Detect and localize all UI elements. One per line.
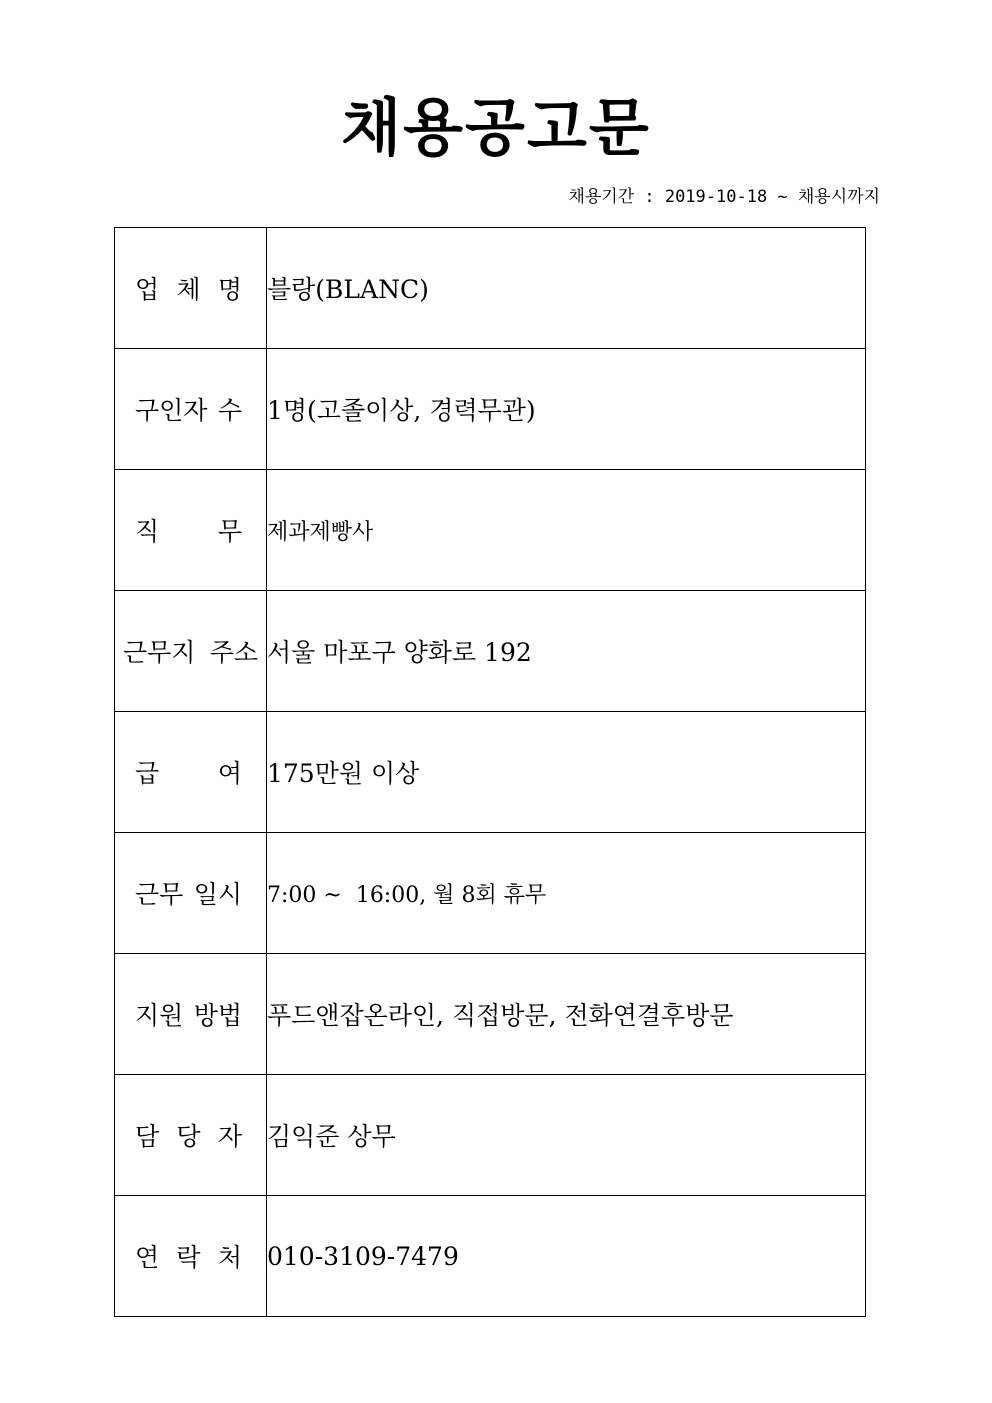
label-part: 방법 [193, 1001, 242, 1030]
label-part: 무 [217, 517, 242, 546]
recruitment-period: 채용기간 : 2019-10-18 ~ 채용시까지 [568, 187, 880, 207]
application-method: 푸드앤잡온라인, 직접방문, 전화연결후방문 [267, 1001, 734, 1030]
value-work-hours [267, 833, 866, 954]
label-position [115, 470, 267, 591]
label-phone [115, 1196, 267, 1317]
label-part: 연 [135, 1243, 160, 1272]
label-part: 일시 [193, 880, 242, 909]
row-headcount [115, 349, 866, 470]
label-part: 담 [135, 1122, 160, 1151]
label-part: 처 [217, 1243, 242, 1272]
row-work-address [115, 591, 866, 712]
label-part: 주소 [209, 638, 258, 667]
contact-person: 김익준 상무 [267, 1122, 396, 1151]
phone-number: 010-3109-7479 [267, 1241, 459, 1271]
row-work-hours [115, 833, 866, 954]
job-info-table [114, 227, 866, 1317]
label-application-method [115, 954, 267, 1075]
label-part: 수 [217, 396, 242, 425]
label-salary [115, 712, 267, 833]
label-part: 업 [135, 275, 160, 304]
label-part: 자 [217, 1122, 242, 1151]
row-salary [115, 712, 866, 833]
row-phone [115, 1196, 866, 1317]
label-headcount [115, 349, 267, 470]
label-part: 락 [176, 1243, 201, 1272]
label-part: 당 [176, 1122, 201, 1151]
label-part: 직 [135, 517, 160, 546]
label-company-name [115, 228, 267, 349]
label-part: 여 [217, 759, 242, 788]
label-work-hours [115, 833, 267, 954]
label-contact-person [115, 1075, 267, 1196]
row-position [115, 470, 866, 591]
label-part: 체 [176, 275, 201, 304]
label-part: 근무 [135, 880, 184, 909]
label-part: 급 [135, 759, 160, 788]
value-phone [267, 1196, 866, 1317]
work-hours: 7:00 ~ 16:00, 월 8회 휴무 [267, 882, 547, 908]
page-title: 채용공고문 [341, 91, 651, 164]
salary: 175만원 이상 [267, 759, 420, 788]
headcount: 1명(고졸이상, 경력무관) [267, 396, 536, 425]
value-headcount [267, 349, 866, 470]
value-application-method [267, 954, 866, 1075]
value-contact-person [267, 1075, 866, 1196]
label-work-address [115, 591, 267, 712]
label-part: 지원 [135, 1001, 184, 1030]
value-salary [267, 712, 866, 833]
work-address: 서울 마포구 양화로 192 [267, 638, 532, 667]
row-application-method [115, 954, 866, 1075]
label-part: 구인자 [135, 396, 208, 425]
position: 제과제빵사 [267, 519, 374, 545]
value-position [267, 470, 866, 591]
value-company-name [267, 228, 866, 349]
value-work-address [267, 591, 866, 712]
label-part: 명 [217, 275, 242, 304]
row-contact-person [115, 1075, 866, 1196]
label-part: 근무지 [123, 638, 196, 667]
company-name: 블랑(BLANC) [267, 275, 429, 304]
row-company-name [115, 228, 866, 349]
